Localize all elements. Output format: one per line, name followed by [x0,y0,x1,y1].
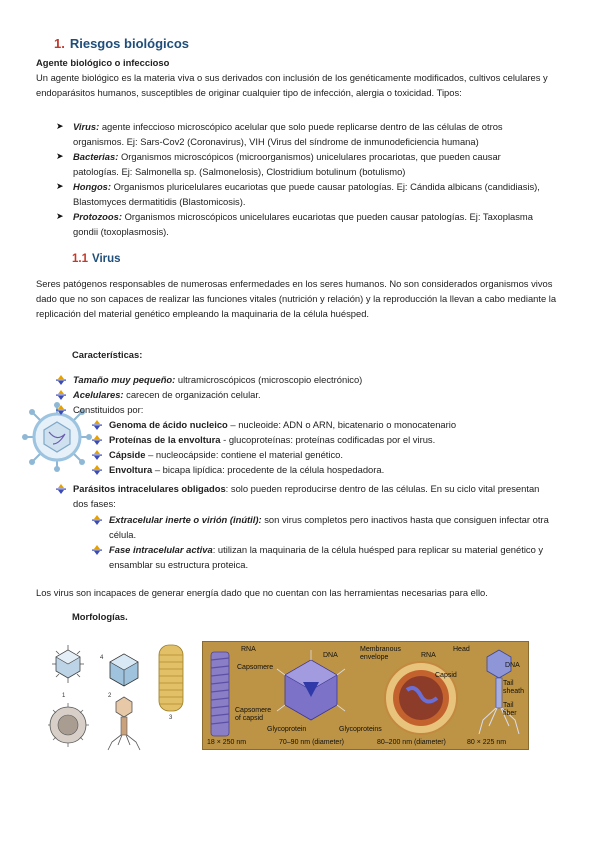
list-item: Fase intracelular activa: utilizan la maquinaria de la célula huésped para replicar su material genético y ensamblar su estructura proteica. [92,542,554,572]
virus-parts-list [92,417,552,477]
list-item: Genoma de ácido nucleico – nucleoide: ADN o ARN, bicatenario o monocatenario [92,417,552,432]
list-item: Envoltura – bicapa lipídica: procedente de la célula hospedadora. [92,462,552,477]
pin-bullet-icon [92,465,102,475]
figure-label: Tail sheath [503,680,525,695]
arrow-bullet-icon: ➤ [56,121,64,131]
pin-bullet-icon [56,375,66,385]
pin-bullet-icon [56,405,66,415]
figure-label: Capsomere of capsid [235,707,272,722]
list-item: Cápside – nucleocápside: contiene el material genético. [92,447,552,462]
figure-number: 1 [62,693,66,699]
figure-label: Capsomere [237,664,274,671]
figure-size-label: 18 × 250 nm [207,739,247,746]
section-heading [54,36,189,51]
list-item: Parásitos intracelulares obligados: solo pueden reproducirse dentro de las células. En su ciclo vital presentan dos fases: [56,481,556,511]
figure-label: Capsid [435,672,457,679]
list-item: Acelulares: carecen de organización celular. [56,387,556,402]
virus-morphology-illustration [48,641,194,753]
list-item: ➤ Hongos: Organismos pluricelulares eucariotas que puede causar patologías. Ej: Cándida albicans (candidiasis), Blastomyces dermatitidis (Blastomicosis). [56,181,540,207]
virus-section-title: Virus [92,253,121,265]
figure-size-label: 80 × 225 nm [467,739,507,746]
virus-intro: Seres patógenos responsables de numerosas enfermedades en los seres humanos. No son considerados organismos vivos dado que no son capaces de realizar las funciones vitales (nutrición y relación) y la reproducción la llevan a cabo mediante la replicación del material genético empleando la maquinaria de la célula huésped. [36,278,557,319]
figure-number: 3 [169,715,173,721]
agente-intro: Un agente biológico es la materia viva o sus derivados con inclusión de los genéticamente modificados, cultivos celulares y endoparásitos humanos, susceptibles de originar cualquier tipo de infección, alergia o toxicidad. Tipos: [36,72,548,98]
agente-heading: Agente biológico o infeccioso [36,57,170,68]
arrow-bullet-icon: ➤ [56,211,64,221]
arrow-bullet-icon: ➤ [56,181,64,191]
figure-label: DNA [323,652,338,659]
virus-section-number: 1.1 [72,253,88,265]
parasites-list [56,481,556,511]
pin-bullet-icon [92,515,102,525]
list-item: Proteínas de la envoltura - glucoproteínas: proteínas codificadas por el virus. [92,432,552,447]
characteristics-list [56,372,556,417]
phases-list [92,512,554,572]
pin-bullet-icon [92,545,102,555]
morphology-figure-right [202,641,529,750]
figure-size-label: 80–200 nm (diameter) [377,739,446,746]
agent-types-list [56,119,546,239]
pin-bullet-icon [56,484,66,494]
section-number: 1. [54,36,65,51]
pin-bullet-icon [92,435,102,445]
figure-label: Membranous envelope [360,646,401,661]
list-item: Tamaño muy pequeño: ultramicroscópicos (microscopio electrónico) [56,372,556,387]
list-item: ➤ Protozoos: Organismos microscópicos unicelulares eucariotas que pueden causar patologías. Ej: Taxoplasma gondii (toxoplasmosis). [56,211,533,237]
list-item: ➤ Bacterias: Organismos microscópicos (microorganismos) unicelulares procariotas, que pueden causar patologías. Ej: Salmonella sp. (Salmonelosis), Clostridium botulinum (botulismo) [56,151,501,177]
figure-number: 2 [108,693,112,699]
figure-label: Tail fiber [503,702,517,717]
figure-label: Head [453,646,470,653]
figure-label: Glycoprotein [267,726,307,733]
arrow-bullet-icon: ➤ [56,151,64,161]
pin-bullet-icon [92,420,102,430]
figure-label: RNA [421,652,436,659]
virus-closing: Los virus son incapaces de generar energía dado que no cuentan con las herramientas necesarias para ello. [36,587,488,598]
virus-heading [72,253,121,265]
pin-bullet-icon [56,390,66,400]
morfologias-heading: Morfologías. [72,611,128,622]
figure-label: RNA [241,646,256,653]
figure-label: DNA [505,662,520,669]
morphology-figure-left [48,641,194,753]
list-item: Constituidos por: [56,402,556,417]
caracteristicas-heading: Características: [72,349,143,360]
figure-label: Glycoproteins [339,726,382,733]
list-item: ➤ Virus: agente infeccioso microscópico acelular que solo puede replicarse dentro de las células de otros organismos. Ej: Sars-Cov2 (Coronavirus), VIH (Virus del síndrome de inmunodeficiencia humana) [56,121,503,147]
pin-bullet-icon [92,450,102,460]
figure-size-label: 70–90 nm (diameter) [279,739,344,746]
figure-number: 4 [100,655,104,661]
list-item: Extracelular inerte o virión (inútil): son virus completos pero inactivos hasta que consiguen infectar otra célula. [92,512,554,542]
section-title: Riesgos biológicos [69,36,190,51]
